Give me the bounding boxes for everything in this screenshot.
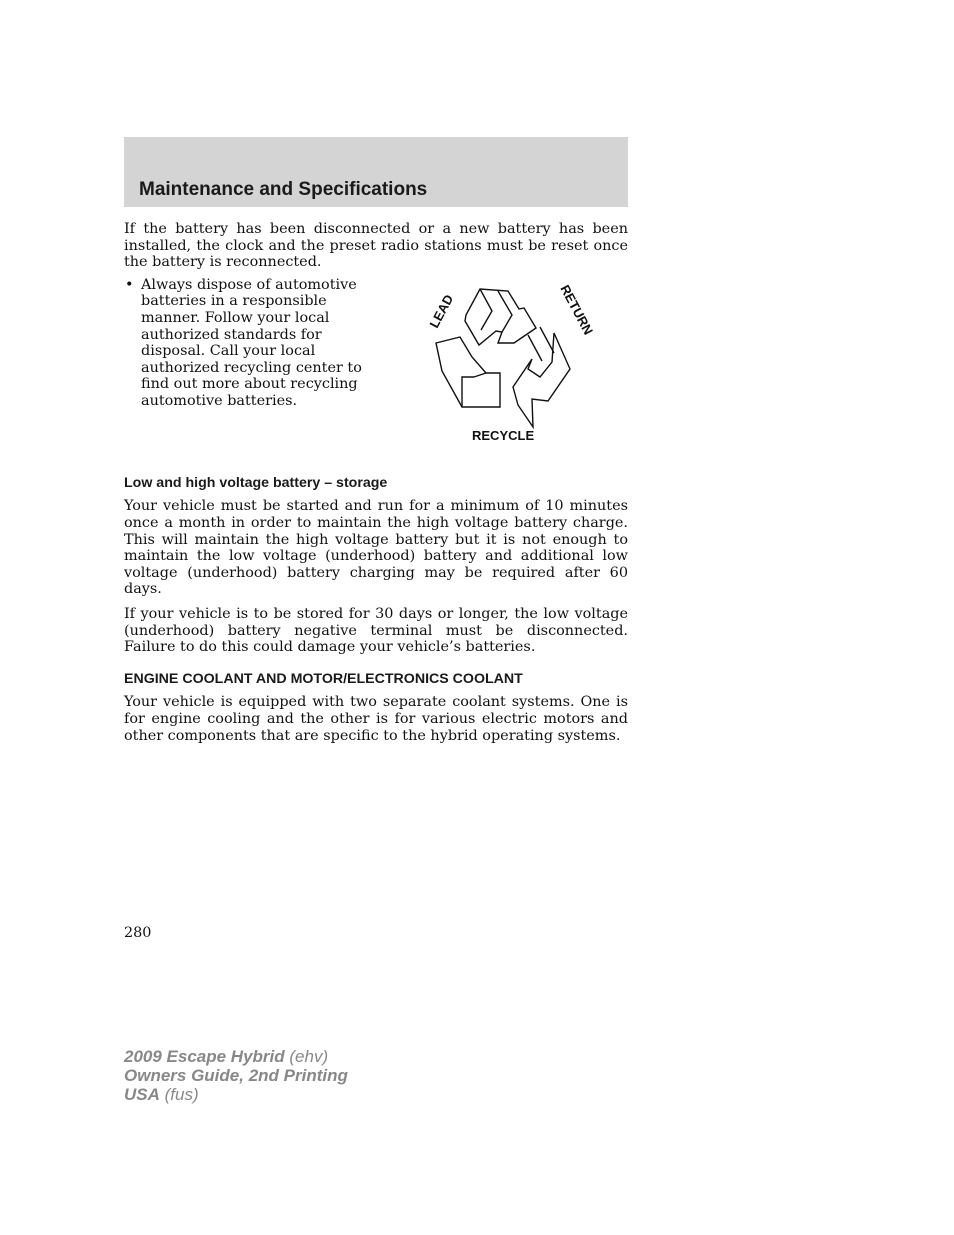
coolant-paragraph: Your vehicle is equipped with two separate coolant systems. One is for engine cooling and the other is for various electric motors and other components that are specific to the hybrid operating systems. xyxy=(124,694,628,744)
recycle-arrow-top xyxy=(465,289,536,345)
coolant-heading: ENGINE COOLANT AND MOTOR/ELECTRONICS COOLANT xyxy=(124,670,523,687)
bullet-marker: • xyxy=(125,276,134,293)
recycle-arrow-right xyxy=(513,333,570,427)
footer-market: USA xyxy=(124,1085,160,1104)
footer-model-code: (ehv) xyxy=(289,1047,329,1066)
intro-paragraph: If the battery has been disconnected or a new battery has been installed, the clock and the preset radio stations must be reset once the battery is reconnected. xyxy=(124,221,628,271)
footer-line-3 xyxy=(124,1085,348,1104)
lead-recycle-icon xyxy=(420,277,604,447)
page-content xyxy=(124,221,628,752)
storage-heading: Low and high voltage battery – storage xyxy=(124,474,388,491)
storage-paragraph-1: Your vehicle must be started and run for a minimum of 10 minutes once a month in order to maintain the high voltage battery charge. This will maintain the high voltage battery but it is not enough to maintain the low voltage (underhood) battery and additional low voltage (underhood) battery charging may be required after 60 days. xyxy=(124,498,628,598)
recycle-label-recycle: RECYCLE xyxy=(472,427,535,443)
page-number: 280 xyxy=(124,925,152,941)
footer-market-code: (fus) xyxy=(164,1085,199,1104)
recycle-label-lead: LEAD xyxy=(426,291,457,331)
document-footer xyxy=(124,1047,348,1104)
recycle-arrow-bottom-left xyxy=(436,337,500,407)
footer-line-1 xyxy=(124,1047,348,1066)
footer-model: 2009 Escape Hybrid xyxy=(124,1047,285,1066)
footer-line-2 xyxy=(124,1066,348,1085)
section-header-band xyxy=(124,137,628,207)
bullet-with-figure xyxy=(124,277,628,457)
section-title: Maintenance and Specifications xyxy=(139,179,428,200)
footer-printing: Owners Guide, 2nd Printing xyxy=(124,1066,348,1085)
storage-paragraph-2: If your vehicle is to be stored for 30 days or longer, the low voltage (underhood) battery negative terminal must be disconnected. Failure to do this could damage your vehicle’s batteries. xyxy=(124,605,628,656)
bullet-text-dispose: Always dispose of automotive batteries in a responsible manner. Follow your local authorized standards for disposal. Call your local authorized recycling center to find out more about recycling automotive batteries. xyxy=(141,276,362,409)
recycle-label-return: RETURN xyxy=(557,282,597,338)
